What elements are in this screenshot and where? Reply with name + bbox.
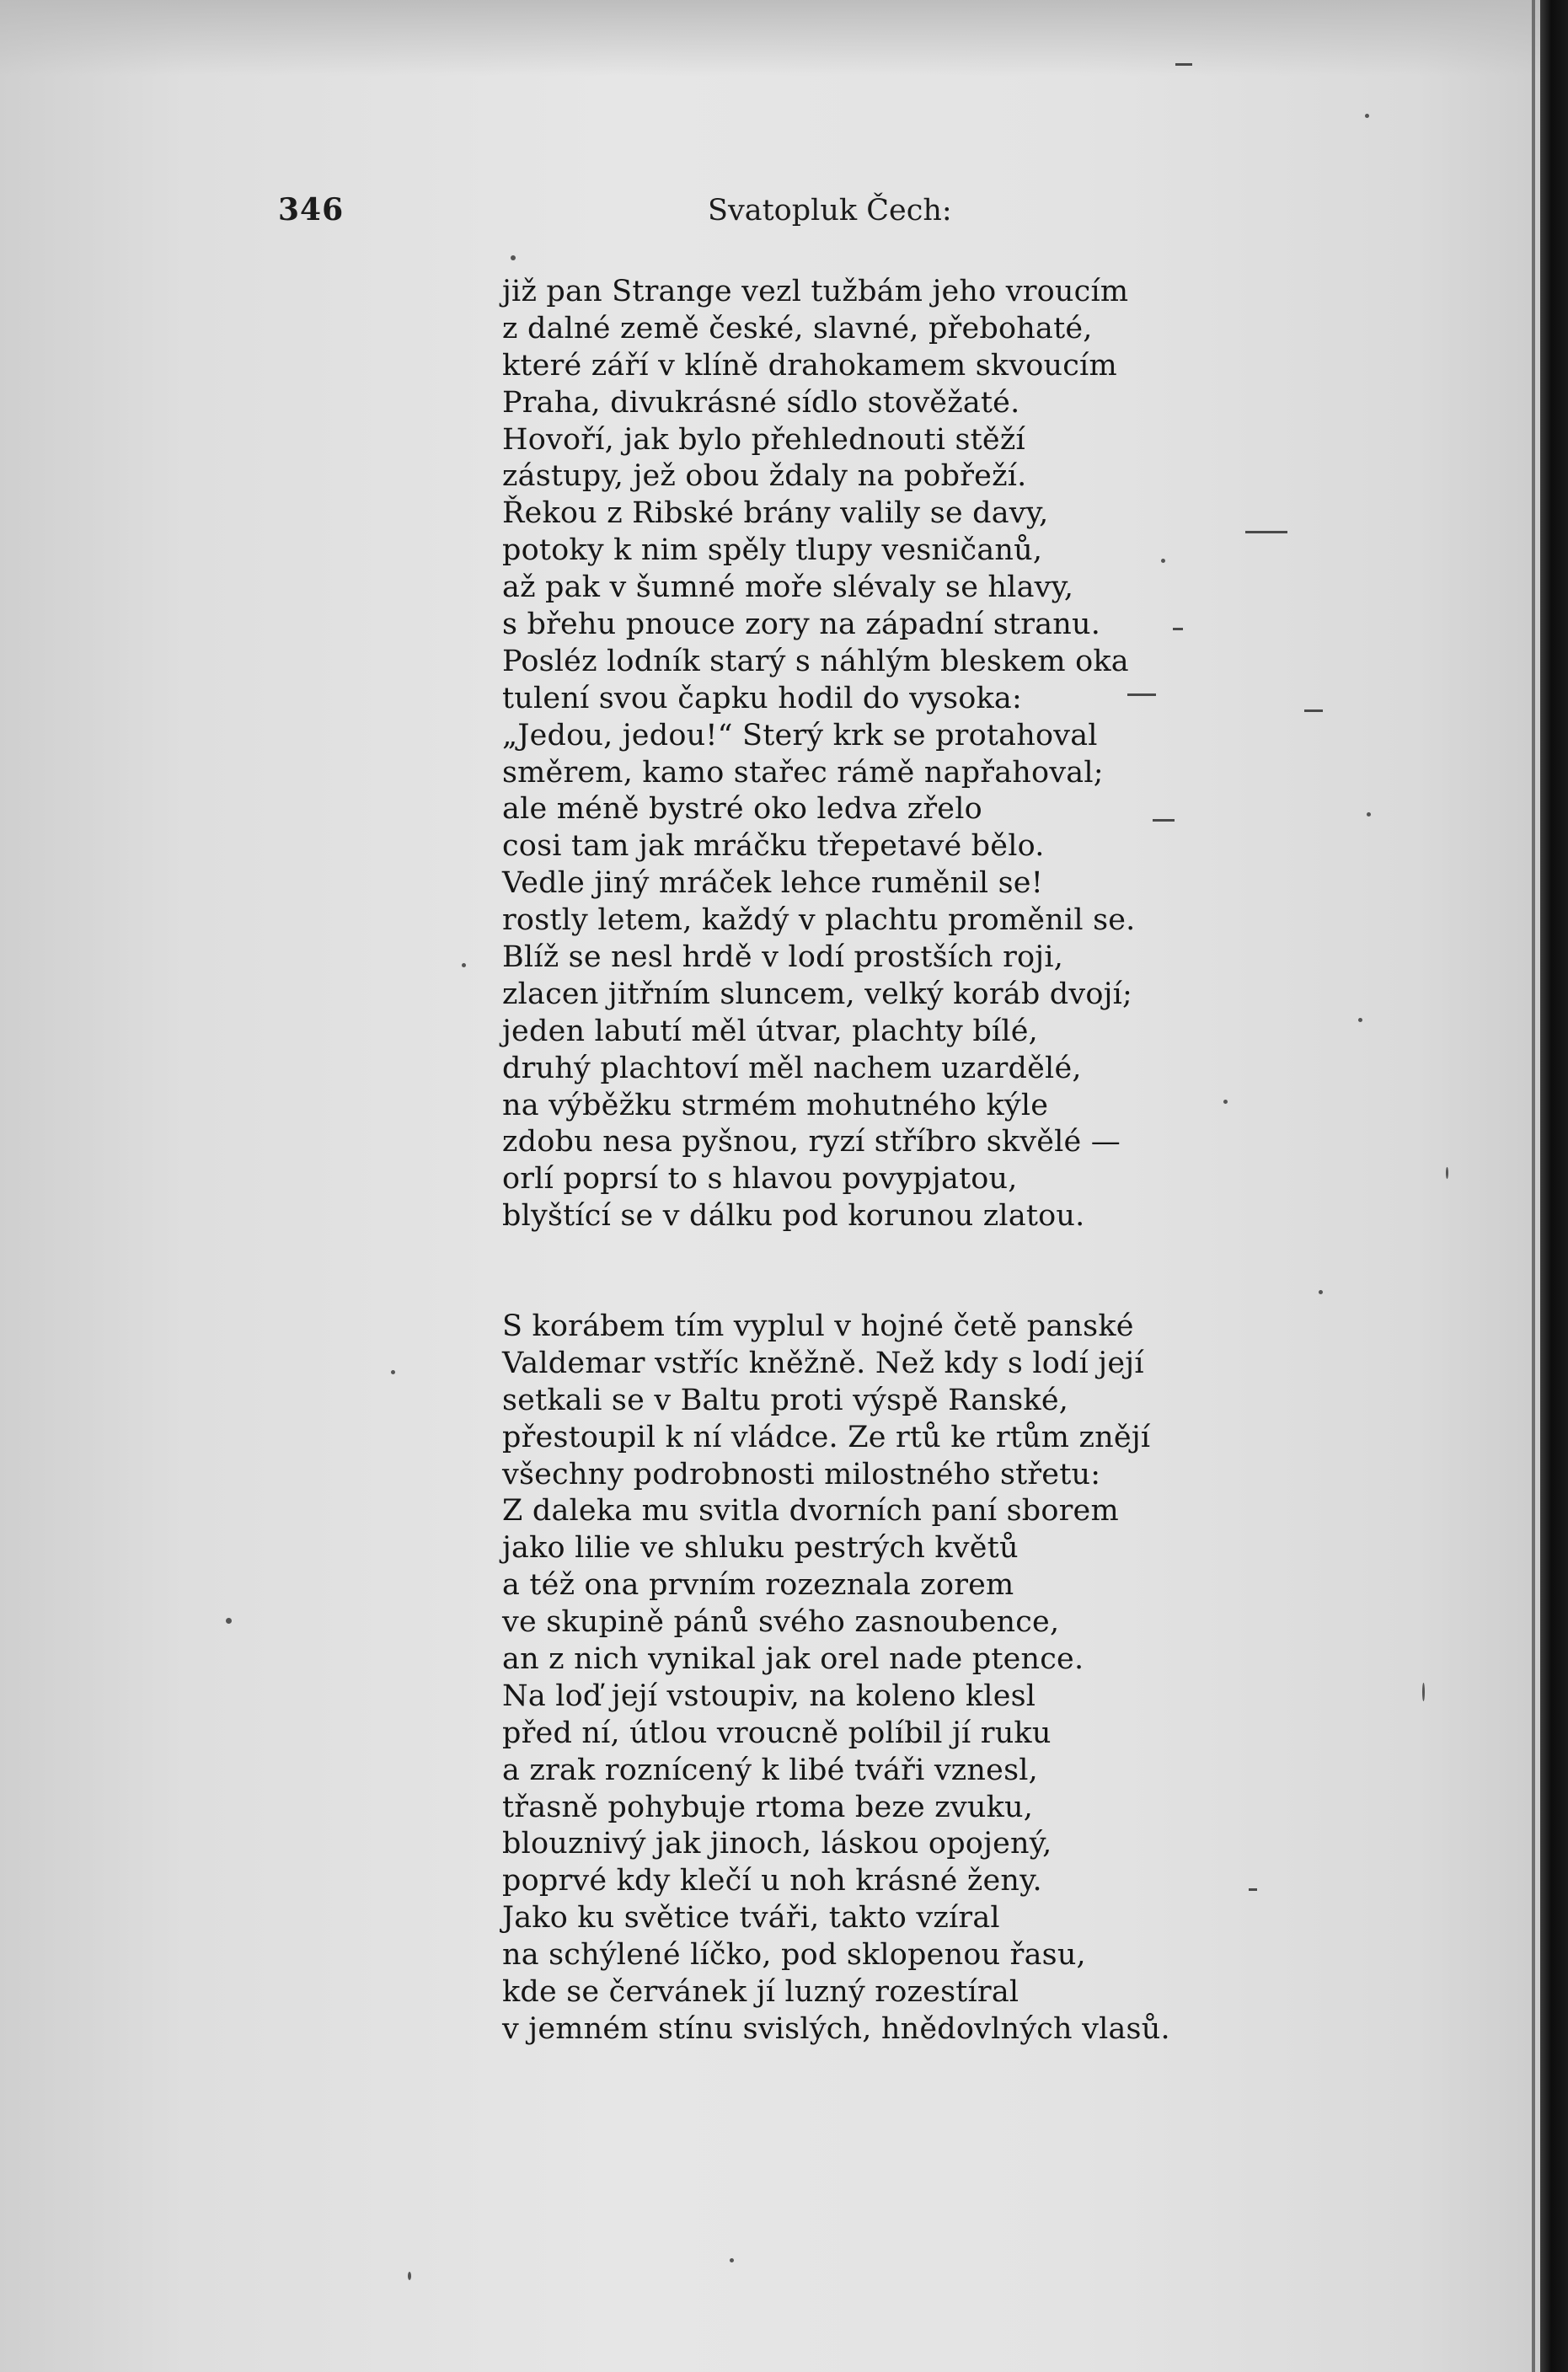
verse-line: Jako ku světice tváři, takto vzíral	[502, 1901, 1000, 1936]
verse-line: ve skupině pánů svého zasnoubence,	[502, 1605, 1060, 1640]
verse-line: až pak v šumné moře slévaly se hlavy,	[502, 570, 1074, 605]
stanza-2	[502, 1309, 1170, 2048]
verse-line: orlí poprsí to s hlavou povypjatou,	[502, 1162, 1018, 1197]
verse-line: jako lilie ve shluku pestrých květů	[502, 1531, 1019, 1566]
scan-speck	[462, 963, 466, 967]
verse-line: Posléz lodník starý s náhlým bleskem oka	[502, 644, 1129, 678]
verse-line: „Jedou, jedou!“ Sterý krk se protahoval	[502, 718, 1098, 752]
verse-line: Blíž se nesl hrdě v lodí prostších roji,	[502, 940, 1064, 975]
verse-line: Vedle jiný mráček lehce ruměnil se!	[502, 866, 1043, 901]
verse-line: směrem, kamo stařec rámě napřahoval;	[502, 755, 1104, 790]
scan-mark	[1304, 709, 1323, 712]
verse-line: na schýlené líčko, pod sklopenou řasu,	[502, 1938, 1086, 1973]
verse-line: blouznivý jak jinoch, láskou opojený,	[502, 1827, 1052, 1861]
verse-line: kde se červánek jí luzný rozestíral	[502, 1975, 1019, 2010]
scan-speck	[1365, 114, 1369, 118]
scan-speck	[511, 255, 516, 260]
scan-speck	[408, 2272, 411, 2280]
scan-mark	[1153, 819, 1175, 822]
verse-line: Z daleka mu svitla dvorních paní sborem	[502, 1494, 1119, 1529]
verse-line: a též ona prvním rozeznala zorem	[502, 1568, 1014, 1603]
verse-line: zástupy, jež obou ždaly na pobřeží.	[502, 459, 1027, 494]
page-number: 346	[278, 192, 345, 228]
verse-line: an z nich vynikal jak orel nade ptence.	[502, 1642, 1084, 1677]
stanza-1	[502, 274, 1135, 1235]
verse-line: již pan Strange vezl tužbám jeho vroucím	[502, 275, 1129, 308]
verse-line: poprvé kdy klečí u noh krásné ženy.	[502, 1864, 1042, 1898]
scan-speck	[1422, 1683, 1425, 1701]
scan-mark	[1249, 1888, 1257, 1891]
verse-line: jeden labutí měl útvar, plachty bílé,	[502, 1014, 1038, 1048]
scan-speck	[391, 1370, 395, 1374]
running-head: Svatopluk Čech:	[708, 194, 952, 228]
verse-line: Řekou z Ribské brány valily se davy,	[502, 496, 1049, 531]
scan-speck	[1161, 559, 1165, 563]
scan-speck	[1367, 812, 1371, 817]
verse-line: všechny podrobnosti milostného střetu:	[502, 1457, 1101, 1491]
scan-mark	[1245, 531, 1287, 533]
verse-line: Praha, divukrásné sídlo stověžaté.	[502, 385, 1020, 420]
verse-line: potoky k nim spěly tlupy vesničanů,	[502, 533, 1043, 568]
verse-line: Na loď její vstoupiv, na koleno klesl	[502, 1679, 1036, 1713]
verse-line: blyštící se v dálku pod korunou zlatou.	[502, 1199, 1085, 1234]
verse-line: a zrak roznícený k libé tváři vznesl,	[502, 1753, 1038, 1787]
verse-line: ale méně bystré oko ledva zřelo	[502, 792, 982, 827]
verse-line: s břehu pnouce zory na západní stranu.	[502, 608, 1101, 642]
verse-line: které září v klíně drahokamem skvoucím	[502, 348, 1117, 383]
verse-line: před ní, útlou vroucně políbil jí ruku	[502, 1716, 1052, 1750]
verse-line: z dalné země české, slavné, přebohaté,	[502, 311, 1093, 345]
scan-speck	[730, 2258, 734, 2262]
scan-mark	[1173, 628, 1183, 630]
verse-line: setkali se v Baltu proti výspě Ranské,	[502, 1383, 1069, 1417]
page-edge-shadow	[1532, 0, 1535, 2372]
scan-speck	[1223, 1100, 1228, 1104]
verse-line: Valdemar vstříc kněžně. Než kdy s lodí její	[502, 1346, 1144, 1380]
verse-line: cosi tam jak mráčku třepetavé bělo.	[502, 829, 1045, 864]
verse-line: Hovoří, jak bylo přehlednouti stěží	[502, 422, 1025, 457]
scan-mark	[1127, 693, 1156, 696]
verse-line: třasně pohybuje rtoma beze zvuku,	[502, 1790, 1034, 1824]
verse-line: zdobu nesa pyšnou, ryzí stříbro skvělé —	[502, 1125, 1121, 1159]
scan-mark	[1175, 63, 1192, 66]
verse-line: S korábem tím vyplul v hojné četě panské	[502, 1309, 1134, 1343]
verse-line: v jemném stínu svislých, hnědovlných vlasů.	[502, 2011, 1170, 2046]
scan-speck	[226, 1618, 232, 1624]
scan-speck	[1319, 1290, 1323, 1294]
scan-border	[1540, 0, 1568, 2372]
verse-line: druhý plachtoví měl nachem uzardělé,	[502, 1051, 1082, 1085]
verse-line: tulení svou čapku hodil do vysoka:	[502, 681, 1022, 715]
verse-line: zlacen jitřním sluncem, velký koráb dvojí;	[502, 977, 1133, 1011]
verse-line: rostly letem, každý v plachtu proměnil se.	[502, 903, 1136, 938]
scan-speck	[1358, 1018, 1362, 1022]
verse-line: přestoupil k ní vládce. Ze rtů ke rtům znějí	[502, 1420, 1151, 1454]
scan-speck	[1446, 1167, 1448, 1179]
verse-line: na výběžku strmém mohutného kýle	[502, 1088, 1049, 1122]
